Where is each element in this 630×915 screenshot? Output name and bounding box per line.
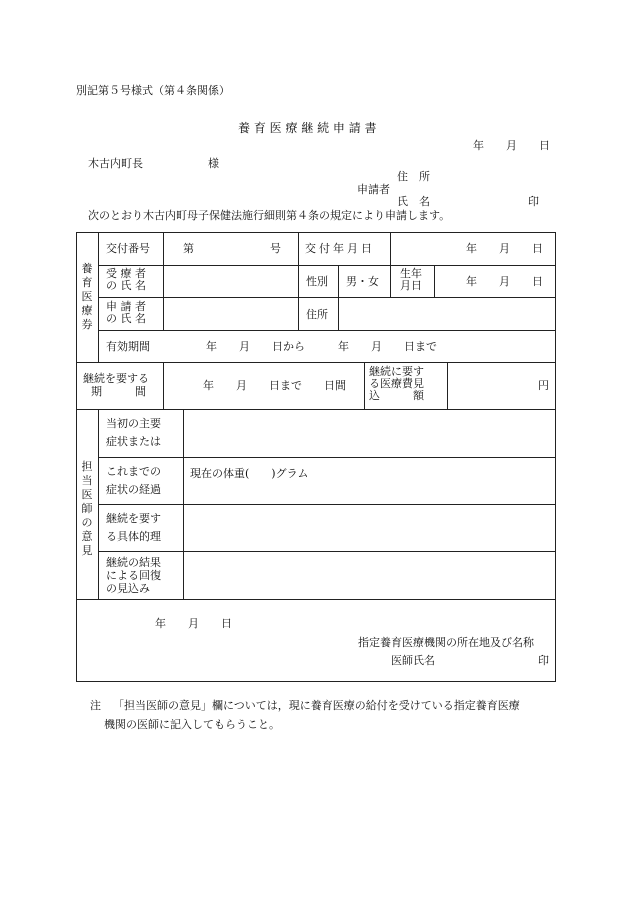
birth-date: 年 月 日: [466, 275, 543, 288]
institution-label: 指定養育医療機関の所在地及び名称: [358, 636, 534, 649]
note-line-2: 機関の医師に記入してもらうこと。: [104, 718, 280, 731]
issue-date: 年 月 日: [466, 242, 543, 255]
intro-text: 次のとおり木古内町母子保健法施行細則第４条の規定により申請します。: [88, 209, 451, 222]
addressee: 木古内町長: [88, 157, 143, 170]
form-number: 別記第５号様式（第４条関係）: [76, 84, 230, 97]
issue-number-suffix: 号: [270, 242, 281, 255]
continuation-cost-label: 継続に要す る医療費見 込 額: [369, 365, 424, 402]
issue-number-label: 交付番号: [106, 242, 150, 255]
doctor-seal: 印: [538, 654, 549, 667]
opinion-row-continuation-reason: 継続を要す る具体的理: [106, 512, 161, 543]
applicant-seal: 印: [528, 195, 539, 208]
doctor-date: 年 月 日: [155, 617, 232, 630]
continuation-period-value: 年 月 日まで 日間: [203, 379, 346, 392]
note-line-1: 「担当医師の意見」欄については，現に養育医療の給付を受けている指定養育医療: [113, 699, 520, 712]
issue-number-prefix: 第: [183, 242, 194, 255]
recipient-name-label: 受 療 者 の 氏 名: [106, 267, 146, 292]
note-prefix: 注: [90, 699, 101, 712]
page-title: 養 育 医 療 継 続 申 請 書: [238, 121, 377, 135]
opinion-row-recovery-outlook: 継続の結果 による回復 の見込み: [106, 556, 161, 595]
opinion-section-label: 担当医師の意見: [81, 460, 93, 557]
doctor-name-label: 医師氏名: [391, 654, 435, 667]
applicant-address-label: 住 所: [397, 170, 430, 183]
opinion-row-initial-symptoms: 当初の主要 症状または: [106, 417, 161, 448]
card-address-label: 住所: [306, 308, 328, 321]
issue-date-label: 交付年月日: [305, 242, 375, 255]
sex-label: 性別: [306, 275, 328, 288]
validity-label: 有効期間: [106, 340, 150, 353]
applicant-name-label: 氏 名: [397, 195, 430, 208]
current-weight-text: 現在の体重( )グラム: [190, 467, 309, 480]
applicant-label: 申請者: [357, 183, 390, 196]
continuation-cost-unit: 円: [538, 379, 549, 392]
birth-date-label: 生年 月日: [400, 267, 422, 292]
applicant-name-label: 申 請 者 の 氏 名: [106, 300, 146, 325]
sex-value: 男・女: [346, 275, 379, 288]
application-date: 年 月 日: [473, 139, 550, 152]
addressee-honorific: 様: [208, 157, 219, 170]
card-section-label: 養育医療券: [81, 262, 93, 331]
continuation-period-label: 継続を要する 期 間: [83, 372, 149, 398]
opinion-row-symptom-history: これまでの 症状の経過: [106, 465, 161, 496]
validity-value: 年 月 日から 年 月 日まで: [206, 340, 437, 353]
